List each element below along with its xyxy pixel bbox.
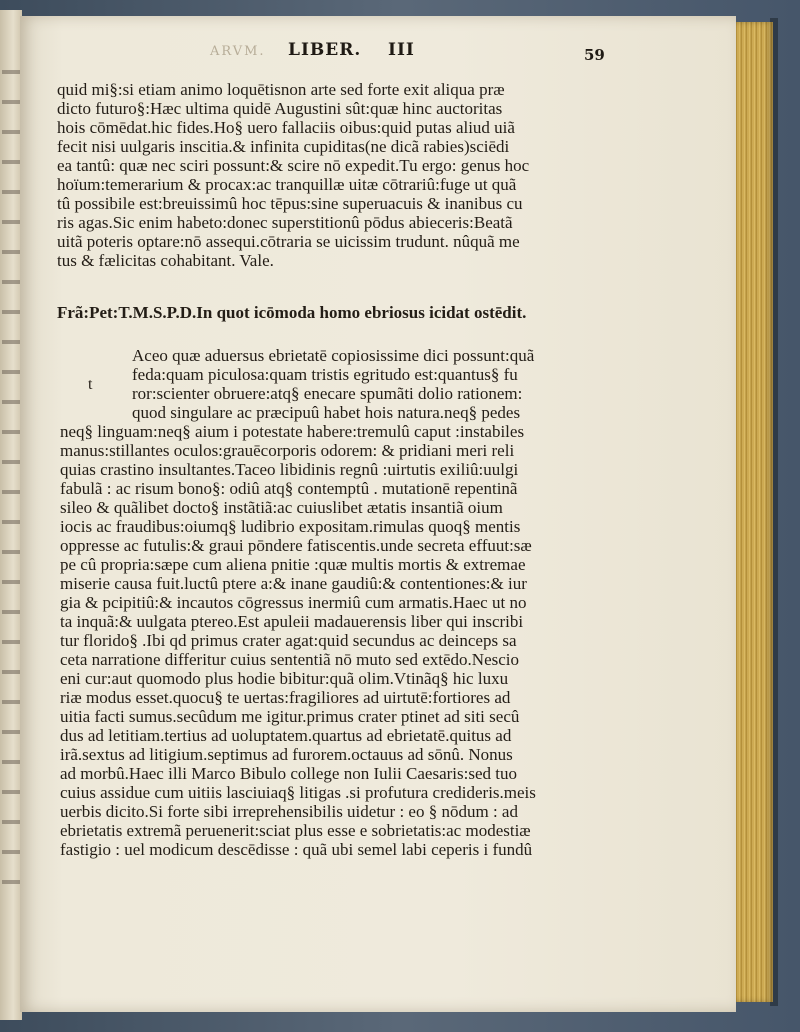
text-line: tû possibile est:breuissimû hoc tēpus:sine superuacuis & inanibus cu: [57, 194, 523, 213]
guide-letter: t: [88, 376, 93, 393]
text-line: sileo & quãlibet docto§ instãtiã:ac cuiuslibet ætatis insantiã oium: [60, 498, 503, 517]
running-head: [284, 40, 624, 66]
text-line: eni cur:aut quomodo plus hodie bibitur:quã olim.Vtinãq§ hic luxu: [60, 669, 509, 688]
running-head-title: LIBER.: [288, 40, 362, 60]
text-line: uerbis dicito.Si forte sibi irreprehensibilis uidetur : eo § nōdum : ad: [60, 802, 518, 821]
text-line: fastigio : uel modicum descēdisse : quã ubi semel labi ceperis i fundû: [60, 840, 533, 859]
text-line: hoïum:temerarium & procax:ac tranquillæ uitæ cōtrariû:fuge ut quã: [57, 175, 517, 194]
text-line: ceta narratione differitur cuius sententiã nō muto sed extēdo.Nescio: [60, 650, 519, 669]
text-line: fecit nisi uulgaris inscitia.& infinita cupiditas(ne dicã rabies)sciēdi: [57, 137, 510, 156]
text-line: quod singulare ac præcipuû habet hois natura.neq§ pedes: [132, 403, 521, 422]
text-line: gia & pcipitiû:& incautos cōgressus inermiû cum armatis.Haec ut no: [60, 593, 527, 612]
text-line: dus ad letitiam.tertius ad uoluptatem.quartus ad ebrietatē.quitus ad: [60, 726, 512, 745]
text-line: uitã poteris optare:nō assequi.cōtraria se uicissim trudunt. nûquã me: [57, 232, 520, 251]
text-line: neq§ linguam:neq§ aium i potestate habere:tremulû caput :instabiles: [60, 422, 525, 441]
text-line: uitia facti sumus.secûdum me igitur.primus crater ptinet ad siti secû: [60, 707, 520, 726]
text-line: tur florido§ .Ibi qd primus crater agat:quid secundus ac deinceps sa: [60, 631, 517, 650]
text-line: tus & fælicitas cohabitant. Vale.: [57, 251, 274, 270]
text-line: manus:stillantes oculos:grauēcorporis odorem: & pridiani meri reli: [60, 441, 515, 460]
text-line: cuius assidue cum uitiis lasciuiaq§ litigas .si profutura credideris.meis: [60, 783, 536, 802]
text-line: miserie causa fuit.luctû ptere a:& inane gaudiû:& contentiones:& iur: [60, 574, 527, 593]
text-line: pe cû propria:sæpe cum aliena pnitie :quæ multis mortis & extremae: [60, 555, 526, 574]
text-line: oppresse ac futulis:& graui pōndere fatiscentis.unde secreta effuut:sæ: [60, 536, 532, 555]
text-line: ad morbû.Haec illi Marco Bibulo college non Iulii Caesaris:sed tuo: [60, 764, 517, 783]
folio-number: 59: [584, 46, 605, 64]
text-line: quias crastino insultantes.Taceo libidinis regnû :uirtutis exiliû:uulgi: [60, 460, 519, 479]
text-line: fabulã : ac risum bono§: odiû atq§ contemptû . mutationē repentinã: [60, 479, 518, 498]
letter-body: [60, 346, 580, 859]
text-line: riæ modus esset.quocu§ te uertas:fragiliores ad uirtutē:fortiores ad: [60, 688, 511, 707]
text-line: irã.sextus ad litigium.septimus ad furorem.octauus ad sōnû. Nonus: [60, 745, 513, 764]
text-line: quid mi§:si etiam animo loquētisnon arte sed forte exit aliqua præ: [57, 80, 505, 99]
intro-paragraph: [57, 80, 577, 270]
gilt-page-edges: [733, 22, 773, 1002]
book-number: III: [388, 40, 415, 60]
facing-page-edge: [0, 10, 22, 1020]
text-line: hois cōmēdat.hic fides.Ho§ uero fallaciis oibus:quid putas aliud uiã: [57, 118, 515, 137]
text-line: dicto futuro§:Hæc ultima quidē Augustini sût:quæ hinc auctoritas: [57, 99, 503, 118]
text-line: ea tantû: quæ nec sciri possunt:& scire nō expedit.Tu ergo: genus hoc: [57, 156, 530, 175]
text-line: ebrietatis extremã peruenerit:sciat plus esse e sobrietatis:ac modestiæ: [60, 821, 531, 840]
show-through-text: ARVM.: [210, 44, 266, 59]
letter-title: Frã:Pet:T.M.S.P.D.In quot icōmoda homo ebriosus icidat ostēdit.: [57, 303, 527, 322]
text-line: Aceo quæ aduersus ebrietatē copiosissime dici possunt:quã: [132, 346, 535, 365]
text-line: ror:scienter obruere:atq§ enecare spumãti dolio rationem:: [132, 384, 523, 403]
text-line: ta inquã:& uulgata ptereo.Est apuleii madauerensis liber qui inscribi: [60, 612, 524, 631]
text-line: iocis ac fraudibus:oiumq§ ludibrio expositam.rimulas quoq§ mentis: [60, 517, 521, 536]
text-line: feda:quam piculosa:quam tristis egritudo est:quantus§ fu: [132, 365, 518, 384]
text-line: ris agas.Sic enim habeto:donec superstitionû pōdus abieceris:Beatã: [57, 213, 513, 232]
